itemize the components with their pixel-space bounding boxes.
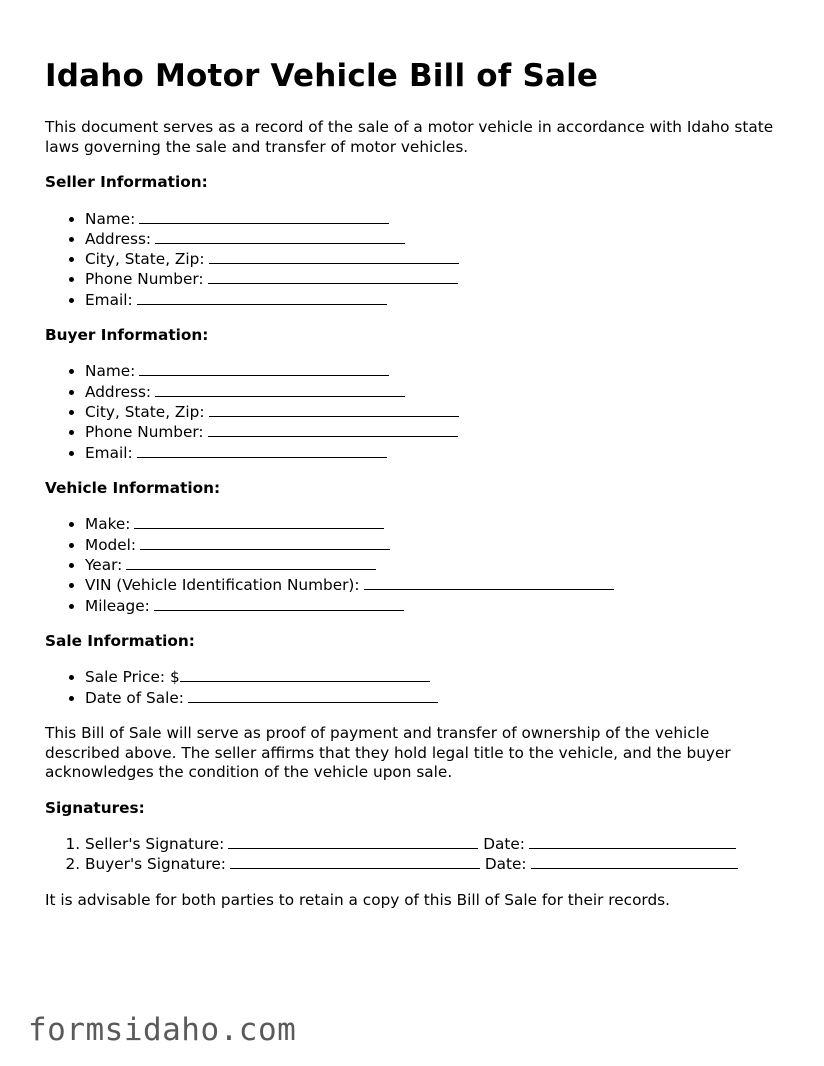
watermark: formsidaho.com (28, 1012, 297, 1048)
vehicle-mileage-blank[interactable] (154, 596, 404, 611)
sale-date-blank[interactable] (188, 688, 438, 703)
seller-city-state-zip-field: • City, State, Zip: (85, 249, 785, 269)
seller-signature-blank[interactable] (228, 834, 478, 849)
buyer-city-state-zip-field: • City, State, Zip: (85, 402, 785, 422)
sale-price-field: • Sale Price: $ (85, 667, 785, 687)
buyer-phone-blank[interactable] (208, 422, 458, 437)
buyer-phone-field: • Phone Number: (85, 422, 785, 442)
buyer-signature-blank[interactable] (230, 854, 480, 869)
buyer-signature-date-blank[interactable] (531, 854, 738, 869)
statement-paragraph: This Bill of Sale will serve as proof of payment and transfer of ownership of the vehicle described above. The seller affirms that they hold legal title to the vehicle, and the buyer acknowledges the condition of the vehicle upon sale. (45, 724, 731, 782)
closing-paragraph: It is advisable for both parties to retain a copy of this Bill of Sale for their records. (45, 890, 670, 909)
vehicle-year-blank[interactable] (126, 555, 376, 570)
sale-heading: Sale Information: (45, 631, 195, 650)
vehicle-mileage-field: • Mileage: (85, 596, 785, 616)
vehicle-make-field: • Make: (85, 514, 785, 534)
document-page (45, 56, 785, 926)
seller-email-field: • Email: (85, 290, 785, 310)
sale-fields (45, 667, 785, 708)
buyer-name-blank[interactable] (139, 361, 389, 376)
vehicle-vin-blank[interactable] (364, 575, 614, 590)
vehicle-model-blank[interactable] (140, 535, 390, 550)
seller-phone-blank[interactable] (208, 269, 458, 284)
vehicle-year-field: • Year: (85, 555, 785, 575)
vehicle-vin-field: • VIN (Vehicle Identification Number): (85, 575, 785, 595)
seller-name-blank[interactable] (139, 209, 389, 224)
seller-phone-field: • Phone Number: (85, 269, 785, 289)
seller-name-field: • Name: (85, 209, 785, 229)
vehicle-heading: Vehicle Information: (45, 478, 221, 497)
seller-address-field: • Address: (85, 229, 785, 249)
sale-date-field: • Date of Sale: (85, 688, 785, 708)
seller-signature-date-blank[interactable] (529, 834, 736, 849)
buyer-city-state-zip-blank[interactable] (209, 402, 459, 417)
buyer-address-field: • Address: (85, 382, 785, 402)
seller-fields (45, 209, 785, 310)
page-title: Idaho Motor Vehicle Bill of Sale (45, 58, 599, 94)
buyer-email-field: • Email: (85, 443, 785, 463)
signature-list (45, 834, 785, 875)
signatures-heading: Signatures: (45, 798, 145, 817)
vehicle-fields (45, 514, 785, 615)
intro-paragraph: This document serves as a record of the sale of a motor vehicle in accordance with Idaho state laws governing the sale and transfer of motor vehicles. (45, 118, 774, 156)
vehicle-model-field: • Model: (85, 535, 785, 555)
buyer-email-blank[interactable] (137, 443, 387, 458)
seller-email-blank[interactable] (137, 290, 387, 305)
buyer-fields (45, 361, 785, 462)
buyer-address-blank[interactable] (155, 382, 405, 397)
seller-signature-line: 1. Seller's Signature: Date: (85, 834, 785, 854)
vehicle-make-blank[interactable] (134, 514, 384, 529)
sale-price-blank[interactable] (180, 667, 430, 682)
seller-address-blank[interactable] (155, 229, 405, 244)
buyer-name-field: • Name: (85, 361, 785, 381)
seller-heading: Seller Information: (45, 173, 208, 191)
buyer-heading: Buyer Information: (45, 325, 209, 344)
seller-city-state-zip-blank[interactable] (209, 249, 459, 264)
buyer-signature-line: 2. Buyer's Signature: Date: (85, 854, 785, 874)
